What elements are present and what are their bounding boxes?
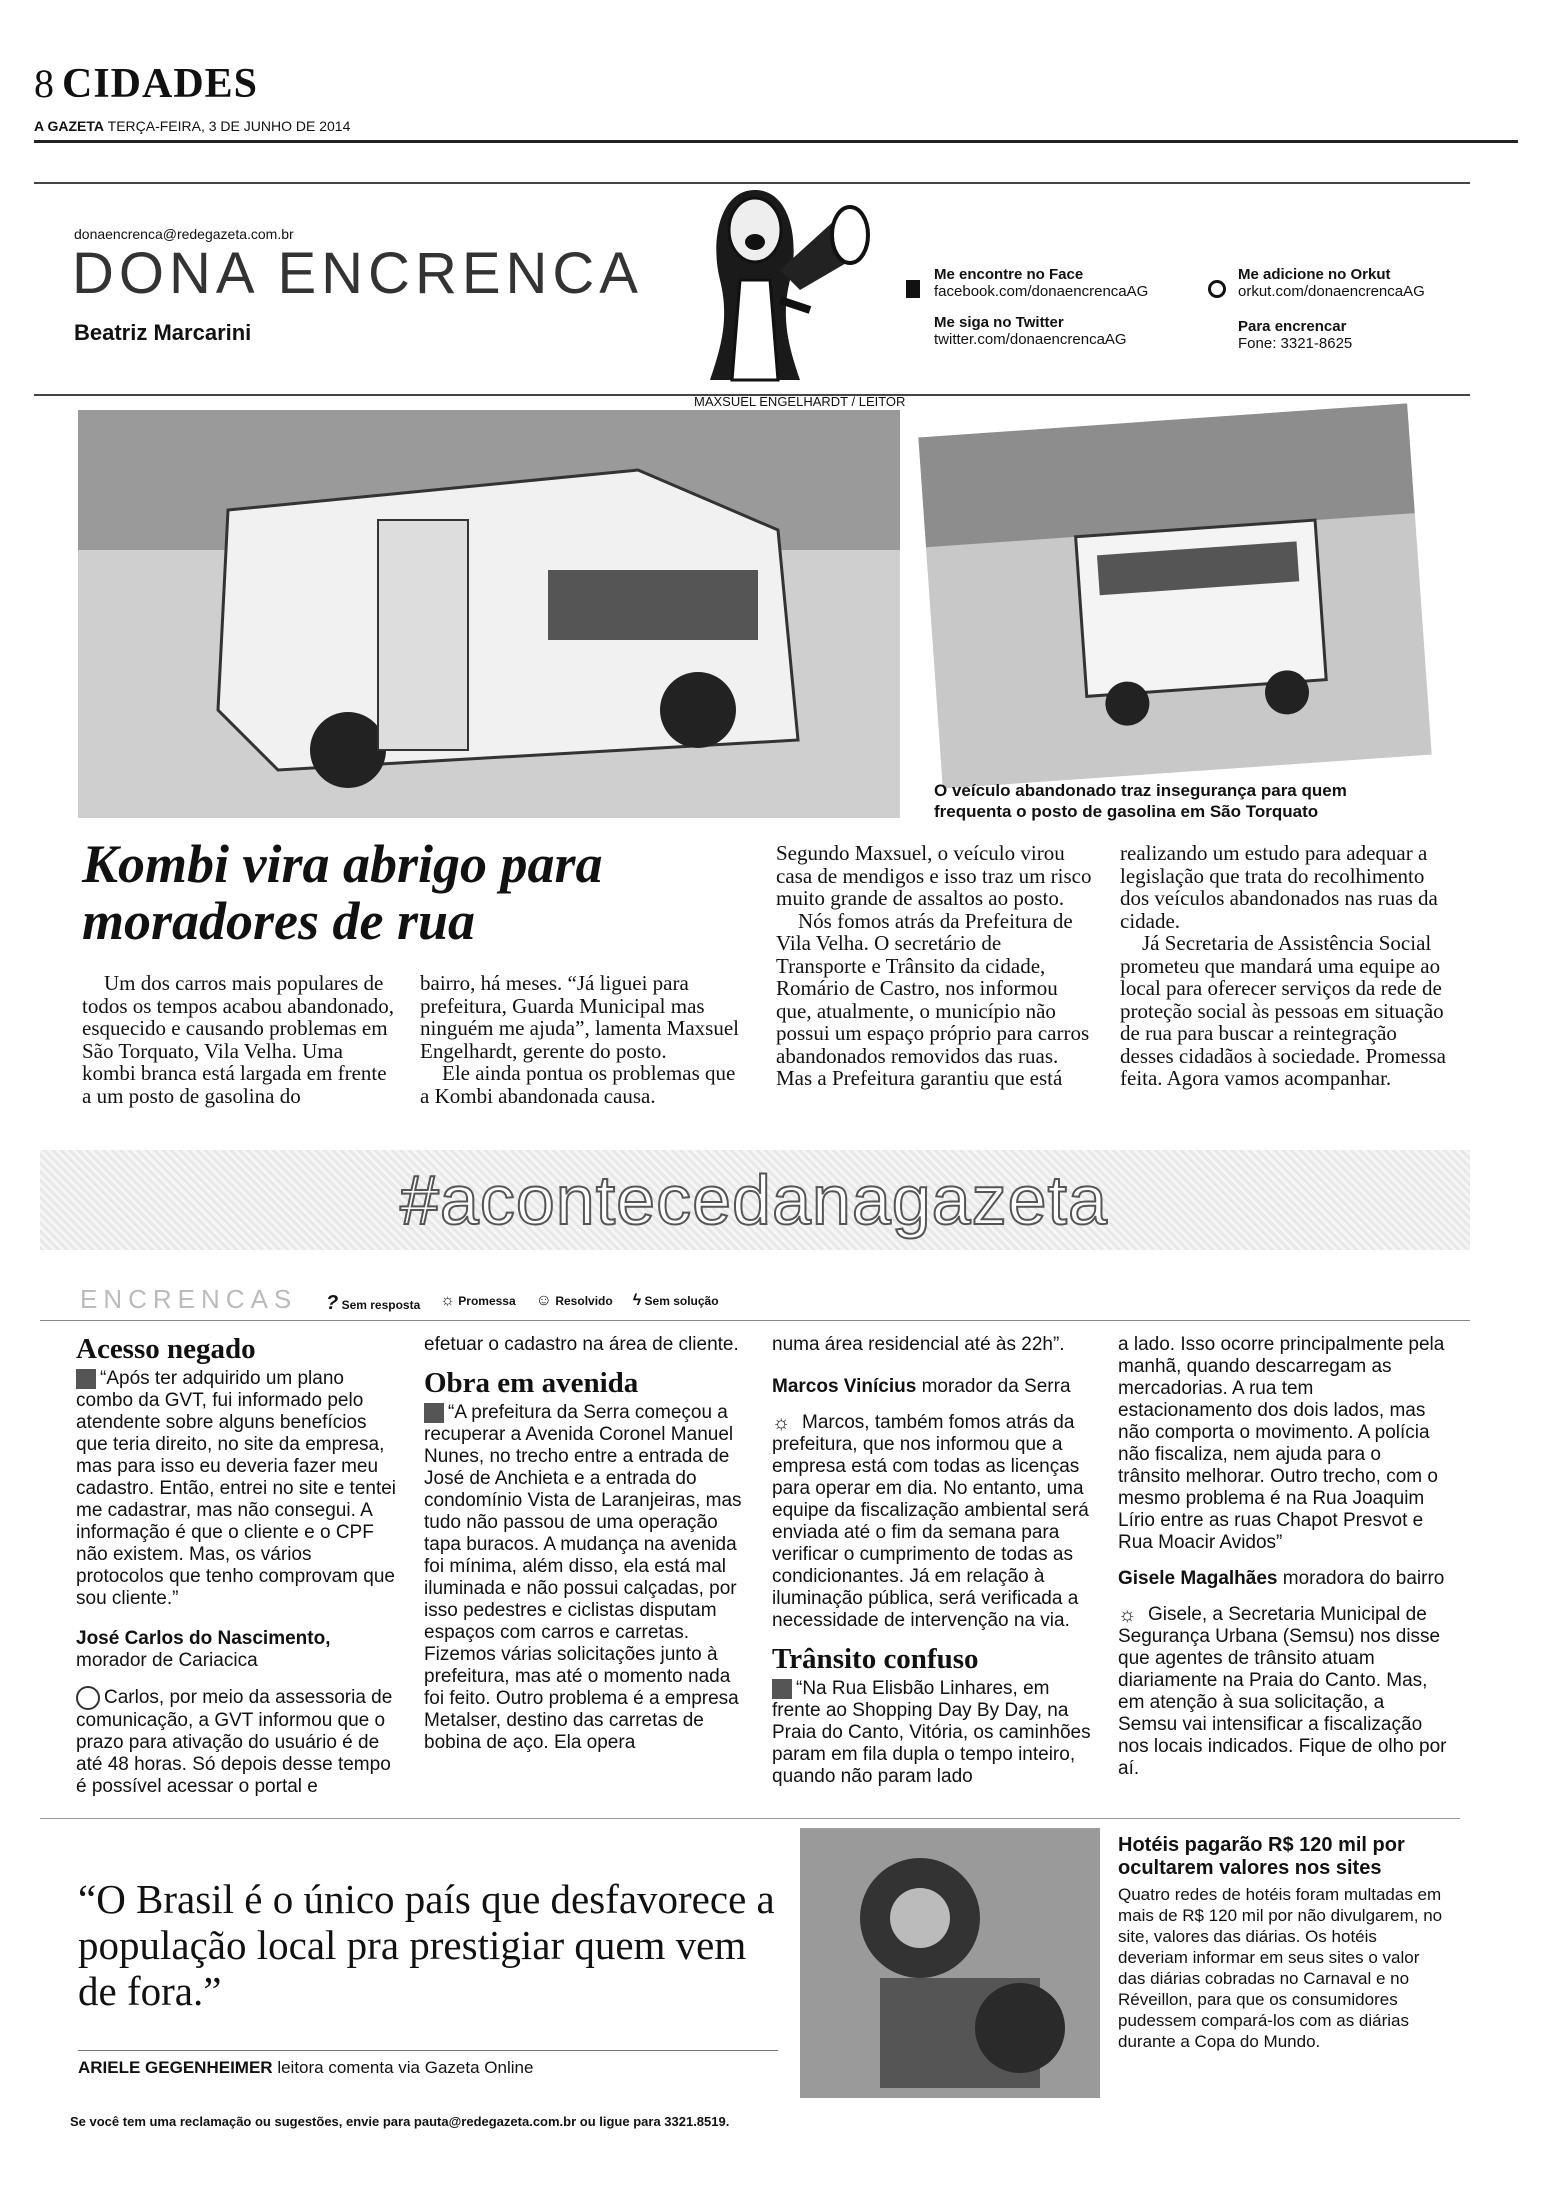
kombi-photo-right: [918, 403, 1431, 788]
complaint-text: “Na Rua Elisbão Linhares, em frente ao Shopping Day By Day, na Praia do Canto, Vitória, os caminhões param em fila dupla o tempo inteiro, quando não param lado: [772, 1678, 1091, 1788]
column-author: Beatriz Marcarini: [74, 320, 252, 345]
reader-quote: “O Brasil é o único país que desfavorece a população local pra prestigiar quem vem de fora.”: [78, 1876, 775, 2014]
quote-rule: [40, 1818, 1460, 1819]
contact-orkut-value[interactable]: orkut.com/donaencrencaAG: [1238, 283, 1425, 300]
question-icon: ?: [326, 1292, 339, 1314]
complaint-text-cont: a lado. Isso ocorre principalmente pela manhã, quando descarregam as mercadorias. A rua tem estacionamento dos dois lados, mas não comporta o movimento. A polícia não fiscaliza, nem ajuda para o trânsito melhorar. Outro trecho, com o mesmo problema é na Rua Joaquim Lírio entre as ruas Chapot Presvot e Rua Moacir Avidos”: [1118, 1334, 1445, 1553]
contact-twitter: [906, 314, 1127, 348]
photo-caption: O veículo abandonado traz insegurança para quem frequenta o posto de gasolina em São Torquato: [934, 781, 1347, 821]
section-title: CIDADES: [62, 61, 259, 107]
story-column-2: [420, 972, 740, 1107]
check-face-icon: [76, 1686, 100, 1710]
main-headline-line2: moradores de rua: [82, 891, 476, 951]
legend-item: ☺ Resolvido: [535, 1292, 613, 1309]
check-face-icon: ☺: [535, 1292, 552, 1309]
complaint-column-2: [424, 1334, 746, 1758]
contact-facebook: [906, 266, 1148, 300]
column-email: donaencrenca@redegazeta.com.br: [74, 226, 294, 242]
complaint-text: “A prefeitura da Serra começou a recuperar a Avenida Coronel Manuel Nunes, no trecho entre a entrada de José de Anchieta e a entrada do condomínio Vista de Laranjeiras, mas tudo não passou de uma operação tapa buracos. A mudança na avenida foi mínima, além disso, ela está mal iluminada e não possui calçadas, por isso pedestres e ciclistas disputam espaços com carros e carretas. Fizemos várias solicitações junto à prefeitura, mas até o momento nada foi feito. Outro problema é a empresa Metalser, destino das carretas de bobina de aço. Ela opera: [424, 1402, 742, 1753]
quote-source: leitora comenta via Gazeta Online: [277, 2058, 534, 2077]
hotel-story-photo: [800, 1828, 1100, 2098]
story-paragraph: Nós fomos atrás da Prefeitura de Vila Velha. O secretário de Transporte e Trânsito da cidade, Romário de Castro, nos informou que, atualmente, o município não possui um espaço próprio para carros abandonados removidos das ruas. Mas a Prefeitura garantiu que está: [776, 908, 1090, 1090]
quote-icon: [76, 1369, 96, 1389]
contact-orkut: [1208, 266, 1425, 300]
footer-note: Se você tem uma reclamação ou sugestões, envie para pauta@redegazeta.com.br ou ligue para 3321.8519.: [70, 2114, 730, 2129]
story-column-3: [776, 842, 1096, 1090]
story-column-1: [82, 972, 400, 1107]
complaint-answer: Carlos, por meio da assessoria de comunicação, a GVT informou que o prazo para ativação do usuário é de até 48 horas. Só depois desse tempo é possível acessar o portal e: [76, 1687, 393, 1797]
complaint-title: Acesso negado: [76, 1333, 256, 1365]
quote-author: ARIELE GEGENHEIMER: [78, 2058, 273, 2077]
publication-dateline: [34, 118, 350, 134]
contact-facebook-label: Me encontre no Face: [934, 266, 1084, 283]
kombi-photo-left: [78, 410, 900, 818]
hotel-story: [1118, 1834, 1448, 2056]
complaint-column-3: [772, 1334, 1094, 1792]
story-paragraph: Segundo Maxsuel, o veículo virou casa de mendigos e isso traz um risco muito grande de assaltos ao posto.: [776, 841, 1092, 910]
complaint-text-cont: numa área residencial até às 22h”.: [772, 1334, 1065, 1355]
story-column-4: [1120, 842, 1450, 1090]
hotel-story-title: Hotéis pagarão R$ 120 mil por ocultarem valores nos sites: [1118, 1834, 1405, 1879]
complaint-author: José Carlos do Nascimento, morador de Cariacica: [76, 1628, 331, 1671]
contact-orkut-label: Me adicione no Orkut: [1238, 266, 1391, 283]
story-paragraph: realizando um estudo para adequar a legislação que trata do recolhimento dos veículos abandonados nas ruas da cidade.: [1120, 841, 1438, 933]
story-paragraph: Ele ainda pontua os problemas que a Kombi abandonada causa.: [420, 1061, 736, 1108]
complaint-answer: ☼ Gisele, a Secretaria Municipal de Segurança Urbana (Semsu) nos disse que agentes de trânsito atuam diariamente na Praia do Canto. Mas, em atenção à sua solicitação, a Semsu vai intensificar a fiscalização nos locais indicados. Fique de olho por aí.: [1118, 1604, 1447, 1780]
legend-item: ϟ Sem solução: [632, 1292, 719, 1309]
story-paragraph: Um dos carros mais populares de todos os tempos acabou abandonado, esquecido e causando problemas em São Torquato, Vila Velha. Uma kombi branca está largada em frente a um posto de gasolina do: [82, 971, 395, 1108]
column-name: DONA ENCRENCA: [72, 241, 643, 306]
contact-phone-label: Para encrencar: [1238, 318, 1347, 335]
complaint-answer: ☼ Marcos, também fomos atrás da prefeitura, que nos informou que a empresa está com todas as licenças para operar em dia. No entanto, uma equipe da fiscalização ambiental será enviada até o fim da semana para verificar o cumprimento de todas as condicionantes. Já em relação à iluminação pública, será verificada a necessidade de intervenção na via.: [772, 1412, 1089, 1632]
quote-icon: [424, 1403, 444, 1423]
complaint-column-4: [1118, 1334, 1448, 1784]
complaint-author: Gisele Magalhães moradora do bairro: [1118, 1568, 1445, 1589]
legend-item: ☼ Promessa: [440, 1292, 516, 1309]
orkut-icon: [1208, 280, 1226, 298]
header-rule: [34, 140, 1518, 143]
complaint-text: “Após ter adquirido um plano combo da GVT, fui informado pelo atendente sobre alguns benefícios que teria direito, no site da empresa, mas para isso eu deveria fazer meu cadastro. Então, entrei no site e tentei me cadastrar, mas não consegui. A informação é que o cliente e o CPF não existem. Mas, os vários protocolos que tenho comprovam que sou cliente.”: [76, 1368, 397, 1609]
contact-phone-value: Fone: 3321-8625: [1238, 335, 1353, 352]
publication-date: TERÇA-FEIRA, 3 DE JUNHO DE 2014: [107, 118, 351, 134]
publication-name: A GAZETA: [34, 118, 104, 134]
quote-icon: [772, 1679, 792, 1699]
story-paragraph: bairro, há meses. “Já liguei para prefeitura, Guarda Municipal mas ninguém me ajuda”, lamenta Maxsuel Engelhardt, gerente do posto.: [420, 971, 739, 1063]
complaint-author: Marcos Vinícius morador da Serra: [772, 1376, 1071, 1397]
megaphone-woman-illustration: [660, 150, 900, 390]
contact-twitter-value[interactable]: twitter.com/donaencrencaAG: [934, 331, 1127, 348]
main-headline: [82, 836, 603, 950]
hotel-story-text: Quatro redes de hotéis foram multadas em mais de R$ 120 mil por não divulgarem, no site, valores das diárias. Os hotéis deveriam informar em seus sites o valor das diárias cobradas no Carnaval e no Réveillon, para que os consumidores pudessem compará-los com as diárias durante a Copa do Mundo.: [1118, 1885, 1443, 2051]
legend-rule: [40, 1320, 1470, 1321]
story-paragraph: Já Secretaria de Assistência Social prometeu que mandará uma equipe ao local para oferecer serviços da rede de proteção social às pessoas em situação de rua para buscar a reintegração desses cidadãos à sociedade. Promessa feita. Agora vamos acompanhar.: [1120, 931, 1446, 1090]
legend-item: ? Sem resposta: [326, 1292, 421, 1314]
complaint-column-1: [76, 1334, 398, 1802]
sun-icon: ☼: [440, 1292, 455, 1309]
contact-twitter-label: Me siga no Twitter: [934, 314, 1064, 331]
page-number: 8: [34, 61, 54, 106]
photo-credit: MAXSUEL ENGELHARDT / LEITOR: [694, 394, 906, 409]
complaint-answer-cont: efetuar o cadastro na área de cliente.: [424, 1334, 739, 1355]
bolt-icon: ϟ: [632, 1292, 642, 1309]
sun-icon: ☼: [772, 1412, 791, 1434]
quote-underline: [78, 2050, 778, 2051]
legend: [326, 1292, 719, 1315]
hashtag: #acontecedanagazeta: [400, 1161, 1108, 1239]
sun-icon: ☼: [1118, 1604, 1137, 1626]
quote-attribution: [78, 2058, 533, 2078]
complaint-title: Trânsito confuso: [772, 1643, 979, 1676]
legend-title: ENCRENCAS: [80, 1284, 298, 1314]
complaint-title: Obra em avenida: [424, 1367, 639, 1399]
facebook-icon: [906, 280, 920, 298]
main-headline-line1: Kombi vira abrigo para: [82, 834, 603, 894]
contact-facebook-value[interactable]: facebook.com/donaencrencaAG: [934, 283, 1149, 300]
contact-phone: [1208, 318, 1352, 352]
